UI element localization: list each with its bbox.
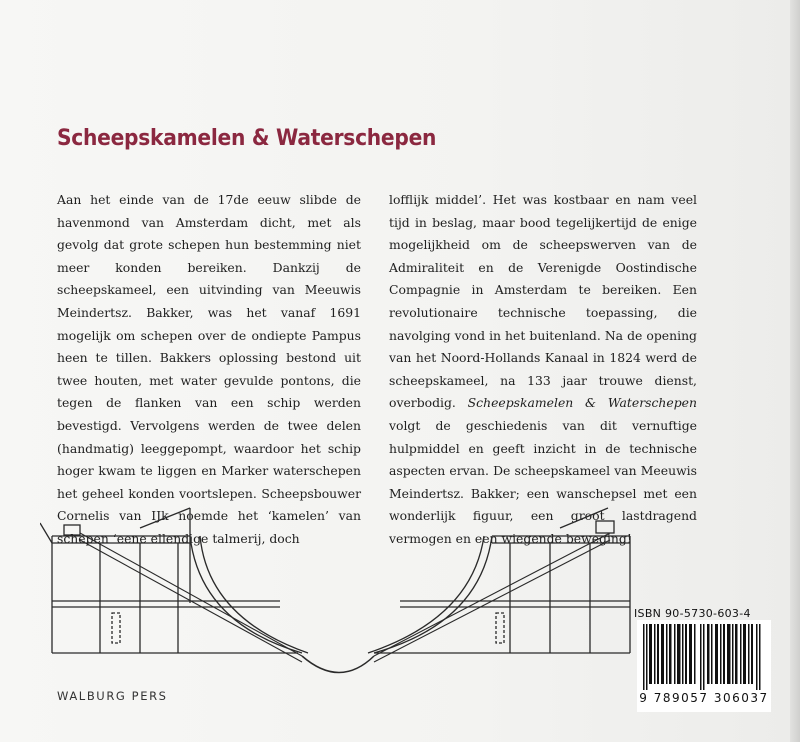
paragraph-right-part1: lofflijk middel’. Het was kostbaar en nam veel tijd in beslag, maar bood tegelijkertijd de enige mogelijkheid om de scheepswerven van de Admiraliteit en de Verenigde Oostindische Compagnie in Amsterdam te bereiken. Een revolutionaire technische toepassing, die navolging vond in het buitenland. Na de opening van het Noord-Hollands Kanaal in 1824 werd de scheepskameel, na 133 jaar trouwe dienst, overbodig. xyxy=(389,192,697,411)
left-pontoon xyxy=(40,508,308,662)
page-edge xyxy=(790,0,800,742)
text-column-left xyxy=(57,189,361,551)
paragraph-right xyxy=(389,189,697,551)
isbn-label: ISBN 90-5730-603-4 xyxy=(634,607,751,620)
barcode-number: 9 789057 306037 xyxy=(639,691,769,705)
text-column-right xyxy=(389,189,697,551)
paragraph-left: Aan het einde van de 17de eeuw slibde de havenmond van Amsterdam dicht, met als gevolg dat grote schepen hun bestemming niet meer konden bereiken. Dankzij de scheepskameel, een uitvinding van Meeuwis Meindertsz. Bakker, was het vanaf 1691 mogelijk om schepen over de ondiepte Pampus heen te tillen. Bakkers oplossing bestond uit twee houten, met water gevulde pontons, die tegen de flanken van een schip werden bevestigd. Vervolgens werden de twee delen (handmatig) leeggepompt, waardoor het schip hoger kwam te liggen en Marker waterschepen het geheel konden voortslepen. Scheepsbouwer Cornelis van IJk noemde het ‘kamelen’ van schepen ‘eene ellendige talmerij, doch xyxy=(57,192,361,546)
paragraph-right-italic-title: Scheepskamelen & Waterschepen xyxy=(467,395,697,411)
publisher-name: WALBURG PERS xyxy=(57,689,168,703)
right-pontoon xyxy=(368,508,630,662)
paragraph-right-part2: volgt de geschiedenis van dit vernuftige hulpmiddel en geeft inzicht in de technische aspecten ervan. De scheepskameel van Meeuwis Meindertsz. Bakker; een wanschepsel met een wonderlijk figuur, een groot lastdragend vermogen en een wiegende beweging! xyxy=(389,417,697,546)
barcode xyxy=(637,620,771,712)
ship-camel-drawing xyxy=(40,503,640,703)
book-title: Scheepskamelen & Waterschepen xyxy=(57,126,437,151)
barcode-bars xyxy=(643,624,765,690)
